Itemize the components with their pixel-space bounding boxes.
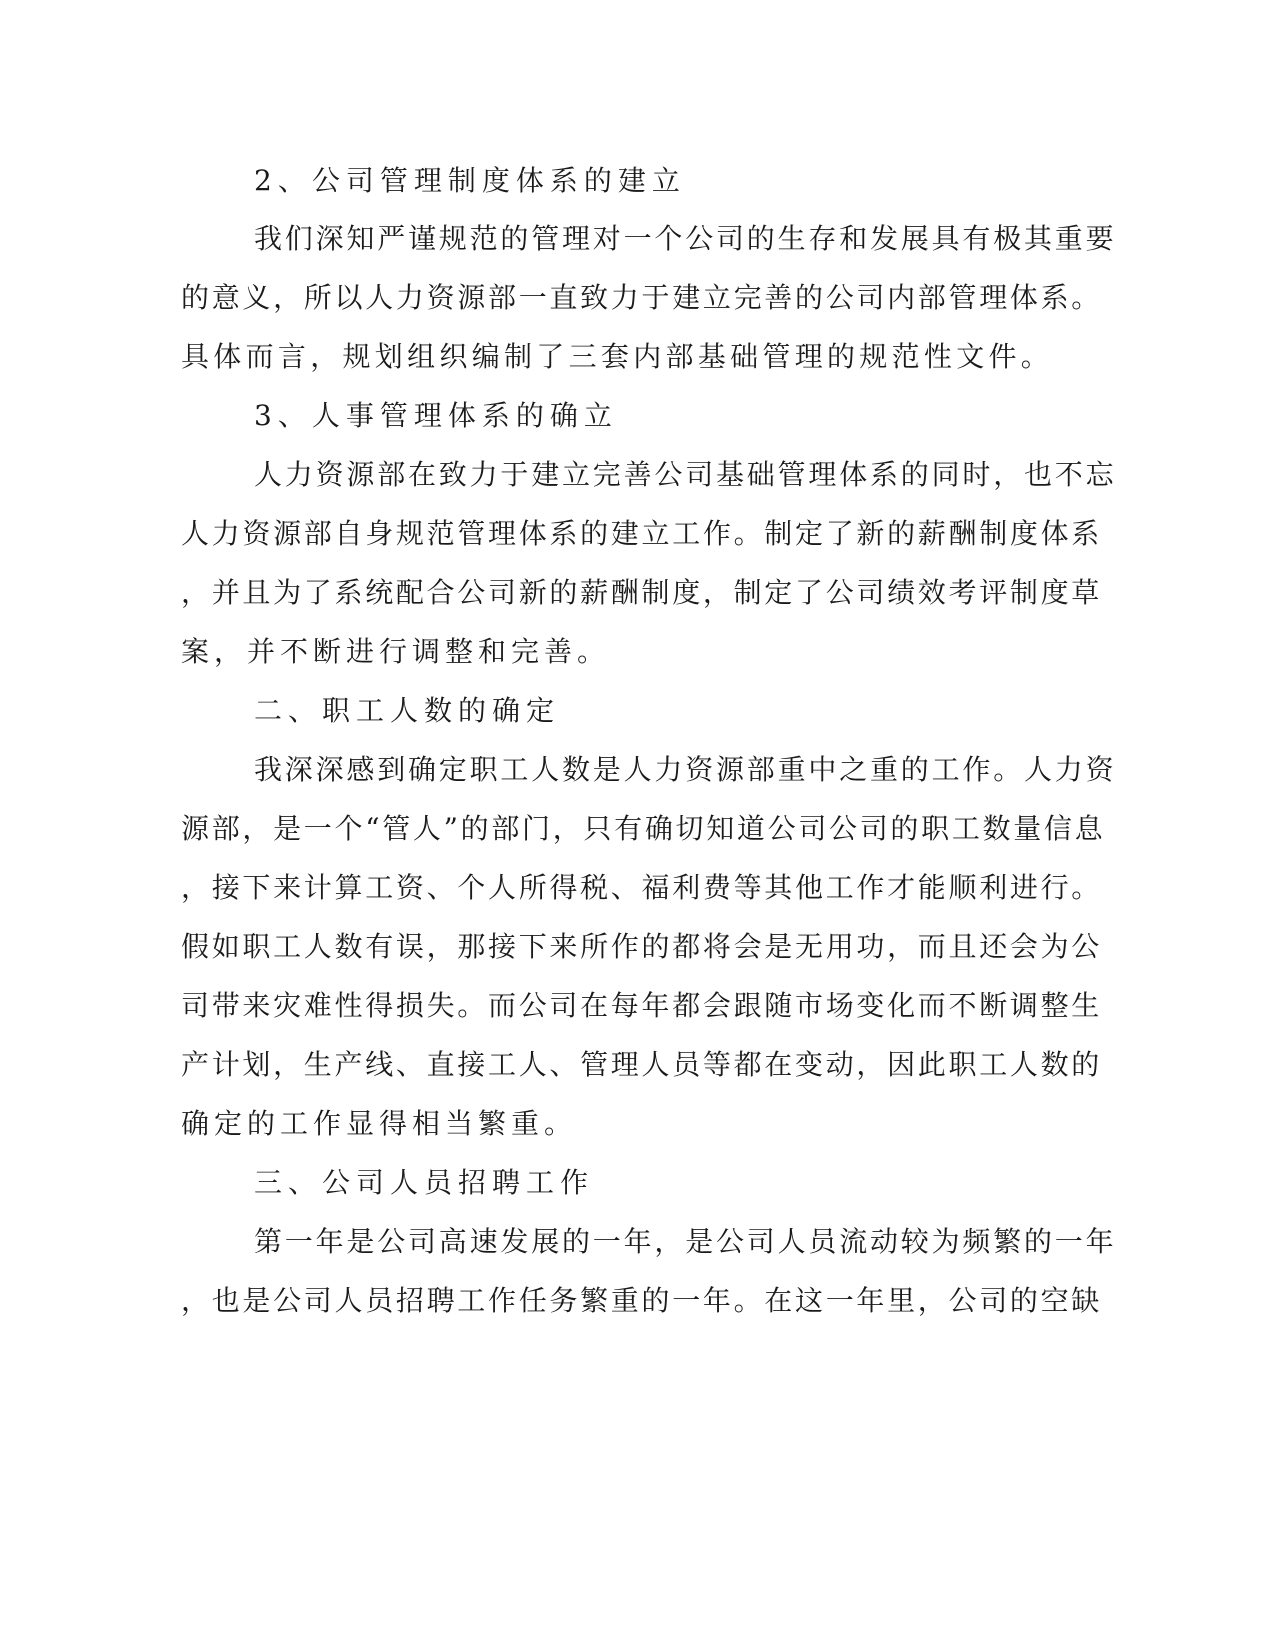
paragraph-line: 确定的工作显得相当繁重。 <box>181 1107 578 1140</box>
paragraph-line: 人力资源部自身规范管理体系的建立工作。制定了新的薪酬制度体系 <box>181 517 1103 550</box>
paragraph-line: 产计划，生产线、直接工人、管理人员等都在变动，因此职工人数的 <box>181 1048 1103 1081</box>
heading-recruitment: 三、公司人员招聘工作 <box>254 1166 595 1199</box>
paragraph-line: ，也是公司人员招聘工作任务繁重的一年。在这一年里，公司的空缺 <box>181 1284 1103 1317</box>
heading-personnel-system: 3、人事管理体系的确立 <box>254 399 618 432</box>
paragraph-line: 第一年是公司高速发展的一年，是公司人员流动较为频繁的一年 <box>254 1225 1117 1258</box>
paragraph-line: 案，并不断进行调整和完善。 <box>181 635 611 668</box>
paragraph-line: 的意义，所以人力资源部一直致力于建立完善的公司内部管理体系。 <box>181 281 1103 314</box>
paragraph-line: 具体而言，规划组织编制了三套内部基础管理的规范性文件。 <box>181 340 1054 373</box>
paragraph-line: 源部，是一个“管人”的部门，只有确切知道公司公司的职工数量信息 <box>181 812 1106 845</box>
paragraph-line: 我们深知严谨规范的管理对一个公司的生存和发展具有极其重要 <box>254 222 1117 255</box>
paragraph-line: 假如职工人数有误，那接下来所作的都将会是无用功，而且还会为公 <box>181 930 1103 963</box>
heading-staff-count: 二、职工人数的确定 <box>254 694 561 727</box>
paragraph-line: 人力资源部在致力于建立完善公司基础管理体系的同时，也不忘 <box>254 458 1117 491</box>
paragraph-line: ，接下来计算工资、个人所得税、福利费等其他工作才能顺利进行。 <box>181 871 1103 904</box>
paragraph-line: 我深深感到确定职工人数是人力资源部重中之重的工作。人力资 <box>254 753 1117 786</box>
paragraph-line: ，并且为了系统配合公司新的薪酬制度，制定了公司绩效考评制度草 <box>181 576 1103 609</box>
heading-management-system: 2、公司管理制度体系的建立 <box>254 164 686 197</box>
paragraph-line: 司带来灾难性得损失。而公司在每年都会跟随市场变化而不断调整生 <box>181 989 1103 1022</box>
